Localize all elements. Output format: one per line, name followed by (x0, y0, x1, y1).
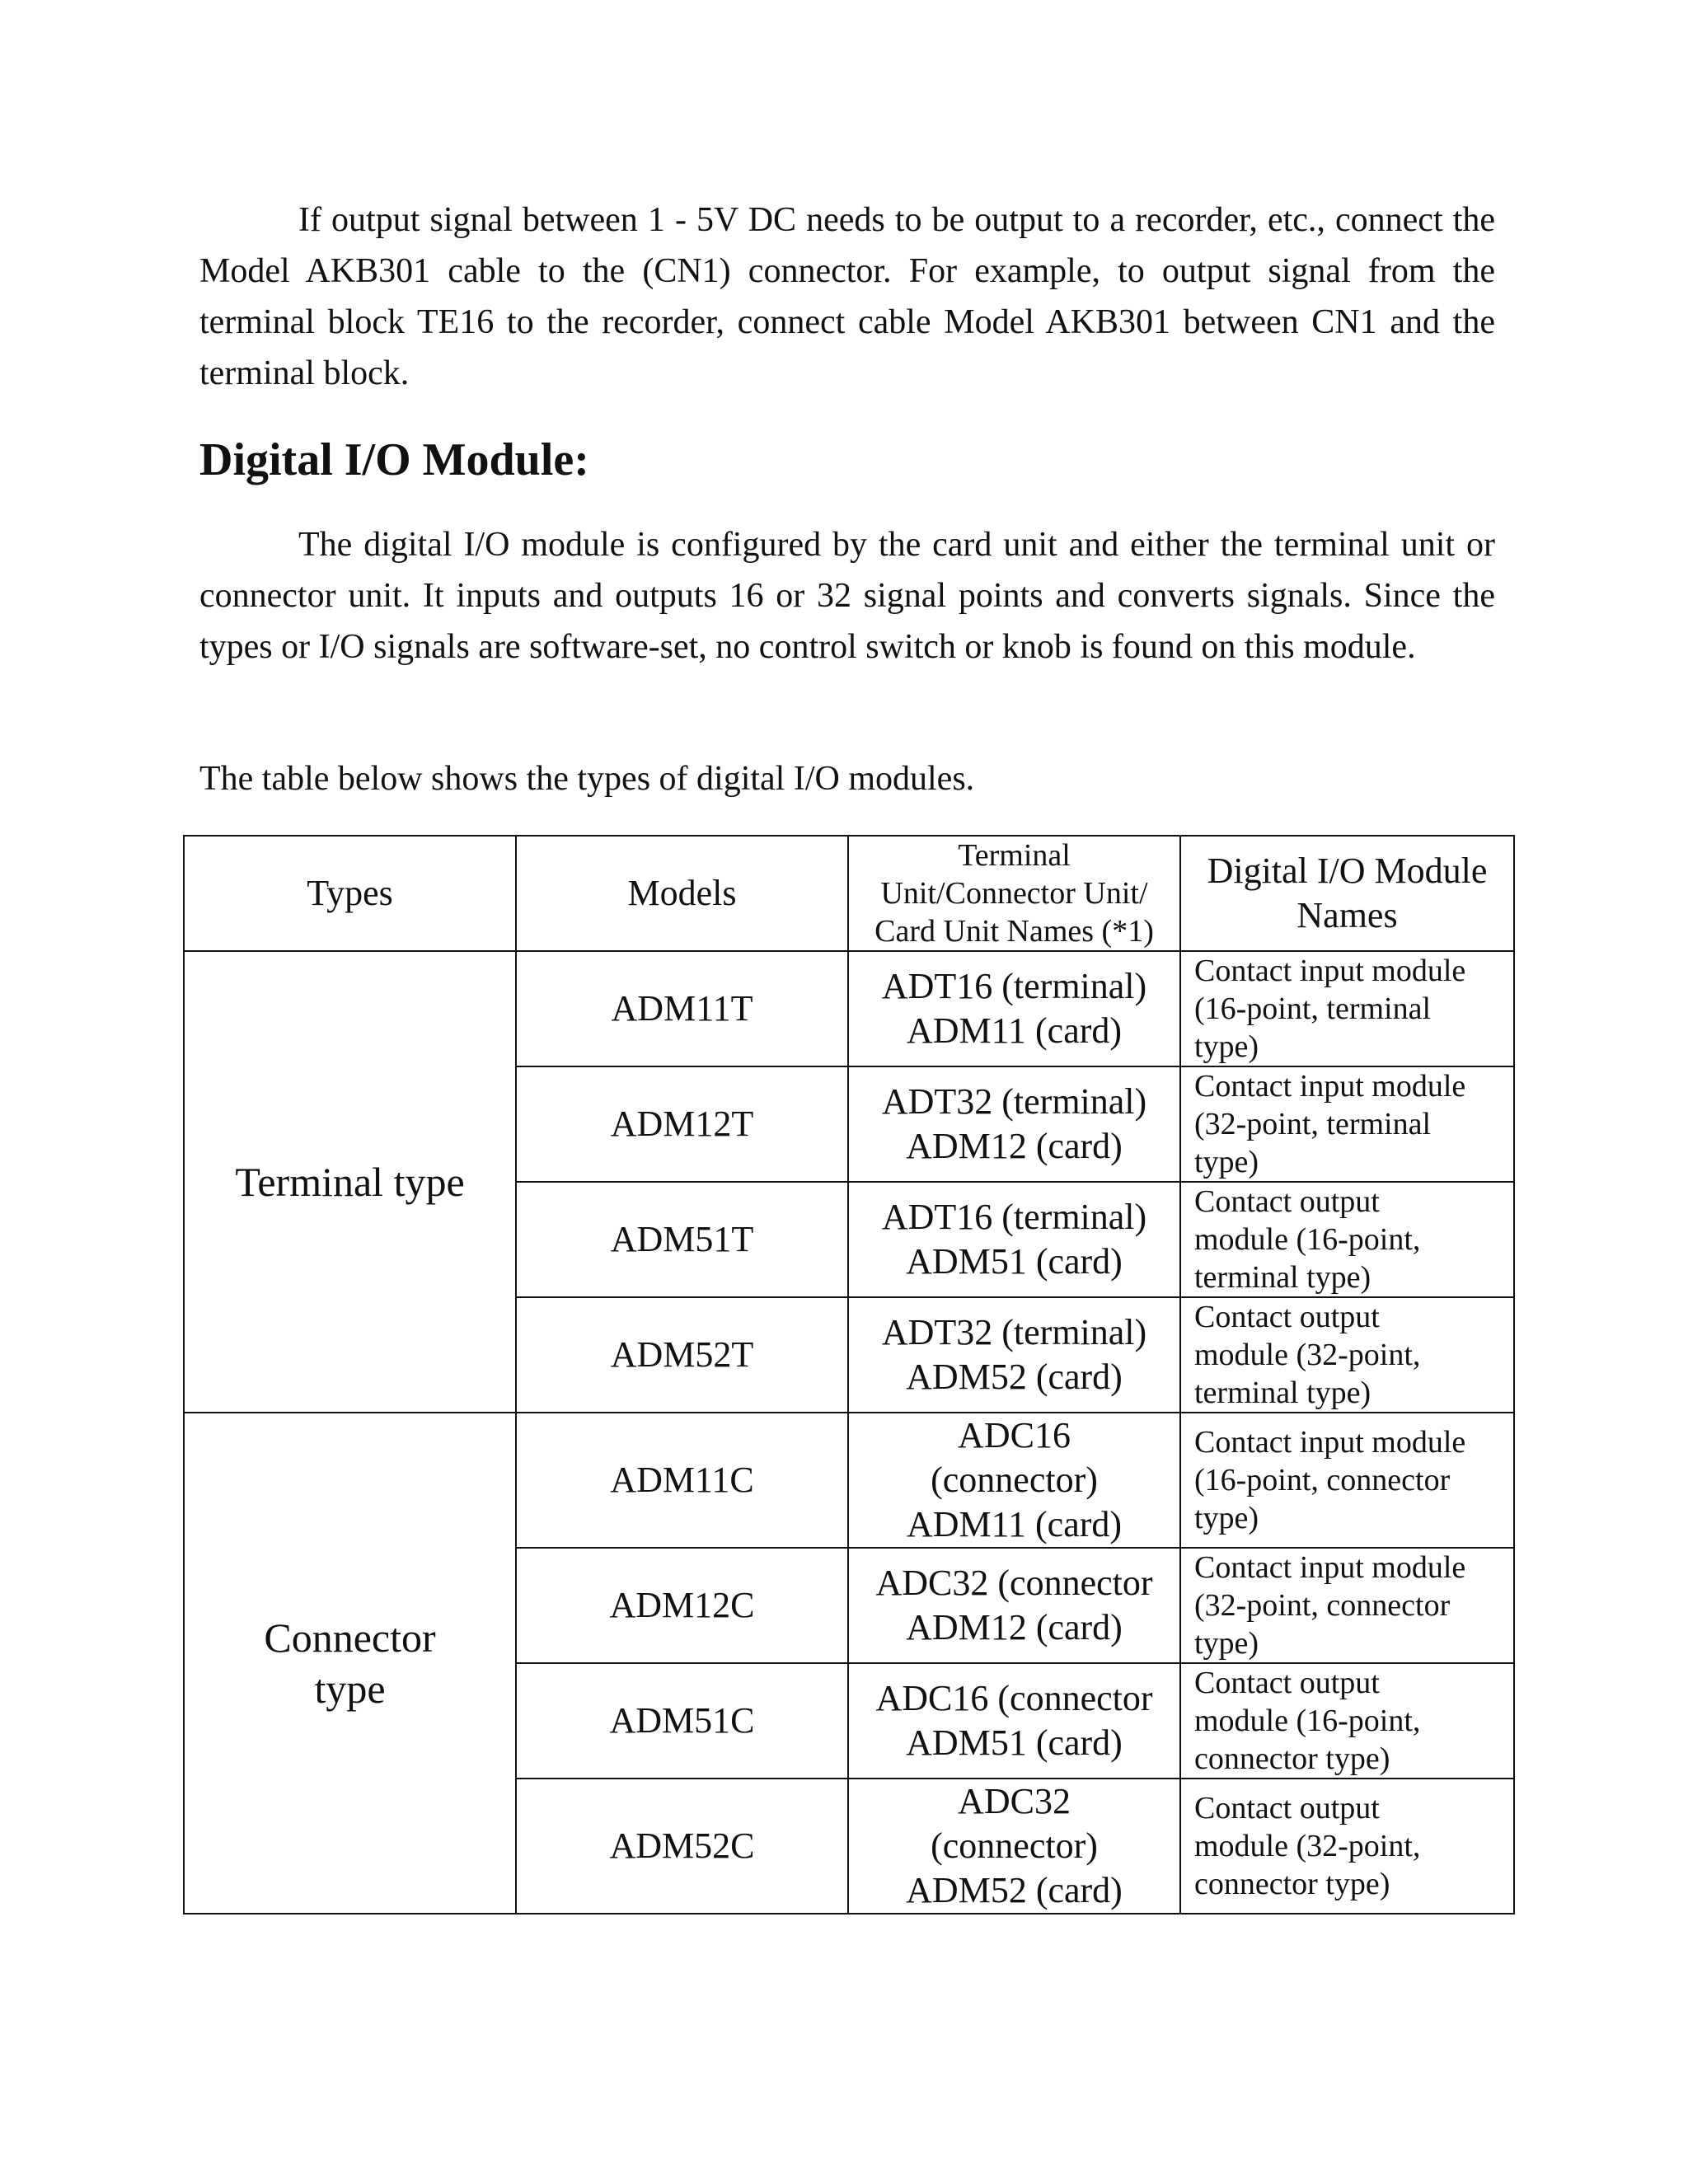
paragraph-table-intro: The table below shows the types of digital I/O modules. (199, 760, 975, 798)
module-name-cell (1180, 951, 1514, 1066)
unit-cell (848, 1413, 1180, 1548)
name-line: terminal type) (1194, 1260, 1372, 1295)
unit-line: ADM11 (card) (906, 1010, 1123, 1051)
section-heading: Digital I/O Module: (199, 434, 589, 485)
model-cell: ADM12C (516, 1548, 848, 1663)
name-line: Contact input module (1194, 1069, 1466, 1104)
module-name-cell (1180, 1066, 1514, 1182)
name-line: module (16-point, (1194, 1222, 1421, 1257)
paragraph-module-description: The digital I/O module is configured by the card unit and either the terminal unit or connector unit. It inputs and outputs 16 or 32 signal points and converts signals. Since the types or I/O signals are software-set, no control switch or knob is found on this module. (199, 526, 1495, 666)
name-line: Contact output (1194, 1184, 1380, 1219)
module-name-cell (1180, 1663, 1514, 1779)
name-line: type) (1194, 1626, 1259, 1661)
unit-cell (848, 951, 1180, 1066)
unit-cell (848, 1297, 1180, 1413)
unit-line: ADC32 (958, 1781, 1071, 1821)
unit-cell (848, 1663, 1180, 1779)
header-unit-names (848, 836, 1180, 951)
paragraph-output-signal: If output signal between 1 - 5V DC needs to be output to a recorder, etc., connect the Model AKB301 cable to the (CN1) connector. For example, to output signal from the terminal block TE16 to the recorder, connect cable Model AKB301 between CN1 and the terminal block. (199, 201, 1495, 392)
name-line: terminal type) (1194, 1376, 1372, 1410)
model-cell: ADM51C (516, 1663, 848, 1779)
unit-line: ADC32 (connector (875, 1563, 1153, 1603)
unit-line: ADT16 (terminal) (881, 1197, 1147, 1237)
name-line: Contact input module (1194, 1550, 1466, 1585)
unit-line: ADM51 (card) (906, 1241, 1123, 1282)
module-name-cell (1180, 1779, 1514, 1914)
header-unit-line: Unit/Connector Unit/ (880, 876, 1148, 911)
module-name-cell (1180, 1297, 1514, 1413)
name-line: Contact input module (1194, 954, 1466, 988)
header-unit-line: Terminal (958, 838, 1071, 873)
name-line: (32-point, terminal (1194, 1107, 1432, 1141)
name-line: type) (1194, 1145, 1259, 1179)
name-line: (16-point, terminal (1194, 991, 1432, 1026)
unit-line: (connector) (931, 1460, 1098, 1500)
model-cell: ADM52C (516, 1779, 848, 1914)
unit-line: ADT32 (terminal) (881, 1312, 1147, 1352)
header-names-line: Names (1296, 895, 1398, 935)
header-types: Types (184, 836, 516, 951)
unit-cell (848, 1066, 1180, 1182)
name-line: Contact output (1194, 1300, 1380, 1334)
table-header-row (184, 836, 1514, 951)
name-line: type) (1194, 1029, 1259, 1064)
table-row (184, 951, 1514, 1066)
model-cell: ADM51T (516, 1182, 848, 1297)
unit-line: ADM12 (card) (906, 1607, 1123, 1647)
group-terminal-type: Terminal type (184, 951, 516, 1413)
unit-line: ADM12 (card) (906, 1126, 1123, 1166)
group-line: Connector (264, 1615, 436, 1661)
name-line: (32-point, connector (1194, 1588, 1451, 1623)
header-names-line: Digital I/O Module (1207, 851, 1488, 891)
unit-cell (848, 1182, 1180, 1297)
unit-line: ADT16 (terminal) (881, 966, 1147, 1006)
unit-line: ADT32 (terminal) (881, 1081, 1147, 1122)
model-cell: ADM12T (516, 1066, 848, 1182)
name-line: Contact output (1194, 1791, 1380, 1825)
name-line: module (32-point, (1194, 1829, 1421, 1863)
unit-line: ADM11 (card) (906, 1504, 1123, 1544)
module-name-cell (1180, 1182, 1514, 1297)
unit-line: ADM52 (card) (906, 1870, 1123, 1910)
group-connector-type (184, 1413, 516, 1914)
header-module-names (1180, 836, 1514, 951)
unit-line: ADC16 (958, 1415, 1071, 1455)
name-line: module (16-point, (1194, 1704, 1421, 1738)
unit-line: ADM52 (card) (906, 1357, 1123, 1397)
table-row (184, 1413, 1514, 1548)
model-cell: ADM52T (516, 1297, 848, 1413)
unit-line: (connector) (931, 1825, 1098, 1866)
module-name-cell (1180, 1413, 1514, 1548)
unit-line: ADM51 (card) (906, 1722, 1123, 1763)
unit-cell (848, 1548, 1180, 1663)
unit-line: ADC16 (connector (875, 1678, 1153, 1718)
model-cell: ADM11T (516, 951, 848, 1066)
name-line: (16-point, connector (1194, 1463, 1451, 1497)
name-line: module (32-point, (1194, 1338, 1421, 1372)
header-models: Models (516, 836, 848, 951)
group-line: type (314, 1666, 386, 1712)
module-name-cell (1180, 1548, 1514, 1663)
model-cell: ADM11C (516, 1413, 848, 1548)
name-line: Contact output (1194, 1666, 1380, 1700)
name-line: connector type) (1194, 1867, 1390, 1901)
header-unit-line: Card Unit Names (*1) (874, 914, 1154, 949)
name-line: connector type) (1194, 1741, 1390, 1776)
digital-io-module-table (183, 835, 1515, 1915)
unit-cell (848, 1779, 1180, 1914)
name-line: type) (1194, 1501, 1259, 1535)
name-line: Contact input module (1194, 1425, 1466, 1460)
